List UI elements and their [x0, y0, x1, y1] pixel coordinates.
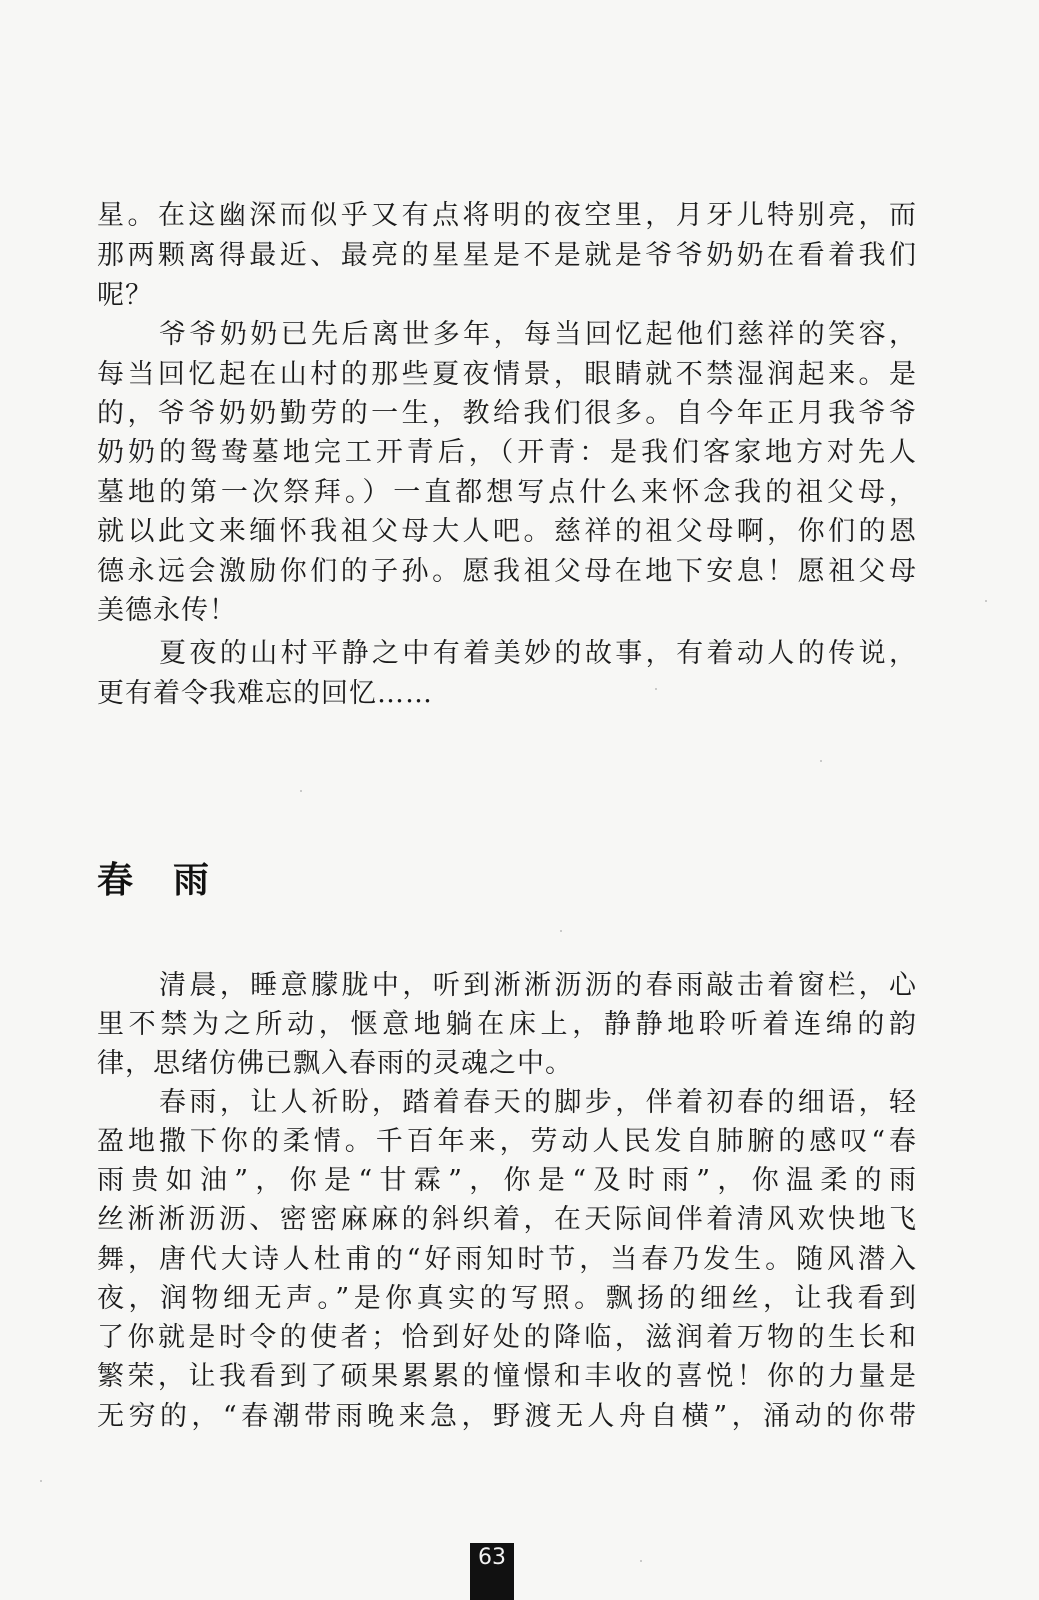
text-line: 星。在这幽深而似乎又有点将明的夜空里，月牙儿特别亮，而 [97, 200, 917, 231]
scan-speck [640, 1560, 642, 1562]
text-line: 繁荣，让我看到了硕果累累的憧憬和丰收的喜悦！你的力量是 [97, 1361, 917, 1392]
text-line: 奶奶的鸳鸯墓地完工开青后，（开青：是我们客家地方对先人 [97, 437, 917, 468]
scan-speck [820, 760, 822, 762]
text-line: 更有着令我难忘的回忆…… [97, 678, 433, 709]
text-line: 的，爷爷奶奶勤劳的一生，教给我们很多。自今年正月我爷爷 [97, 398, 917, 429]
text-line: 盈地撒下你的柔情。千百年来，劳动人民发自肺腑的感叹“春 [97, 1126, 917, 1157]
text-line: 无穷的，“春潮带雨晚来急，野渡无人舟自横”，涌动的你带 [97, 1401, 917, 1432]
text-line: 清晨，睡意朦胧中，听到淅淅沥沥的春雨敲击着窗栏，心 [159, 970, 917, 1001]
text-line: 夜，润物细无声。”是你真实的写照。飘扬的细丝，让我看到 [97, 1283, 917, 1314]
text-line: 就以此文来缅怀我祖父母大人吧。慈祥的祖父母啊，你们的恩 [97, 516, 917, 547]
text-line: 那两颗离得最近、最亮的星星是不是就是爷爷奶奶在看着我们 [97, 240, 917, 271]
text-line: 丝淅淅沥沥、密密麻麻的斜织着，在天际间伴着清风欢快地飞 [97, 1204, 917, 1235]
text-line: 美德永传！ [97, 595, 237, 626]
text-line: 墓地的第一次祭拜。）一直都想写点什么来怀念我的祖父母， [97, 477, 917, 508]
text-line: 德永远会激励你们的子孙。愿我祖父母在地下安息！愿祖父母 [97, 556, 917, 587]
section-title: 春雨 [97, 860, 250, 901]
text-line: 里不禁为之所动，惬意地躺在床上，静静地聆听着连绵的韵 [97, 1009, 917, 1040]
text-line: 爷爷奶奶已先后离世多年，每当回忆起他们慈祥的笑容， [159, 319, 917, 350]
scan-speck [985, 600, 987, 602]
text-line: 雨贵如油”，你是“甘霖”，你是“及时雨”，你温柔的雨 [97, 1165, 917, 1196]
scan-speck [560, 930, 562, 932]
text-line: 律，思绪仿佛已飘入春雨的灵魂之中。 [97, 1048, 573, 1079]
text-line: 春雨，让人祈盼，踏着春天的脚步，伴着初春的细语，轻 [159, 1087, 917, 1118]
text-line: 了你就是时令的使者；恰到好处的降临，滋润着万物的生长和 [97, 1322, 917, 1353]
scan-speck [300, 790, 302, 792]
text-line: 舞，唐代大诗人杜甫的“好雨知时节，当春乃发生。随风潜入 [97, 1244, 917, 1275]
text-line: 呢？ [97, 280, 153, 311]
scan-speck [655, 688, 657, 690]
text-line: 夏夜的山村平静之中有着美妙的故事，有着动人的传说， [159, 638, 917, 669]
text-line: 每当回忆起在山村的那些夏夜情景，眼睛就不禁湿润起来。是 [97, 359, 917, 390]
scan-speck [40, 1480, 42, 1482]
page-number: 63 [470, 1543, 514, 1600]
